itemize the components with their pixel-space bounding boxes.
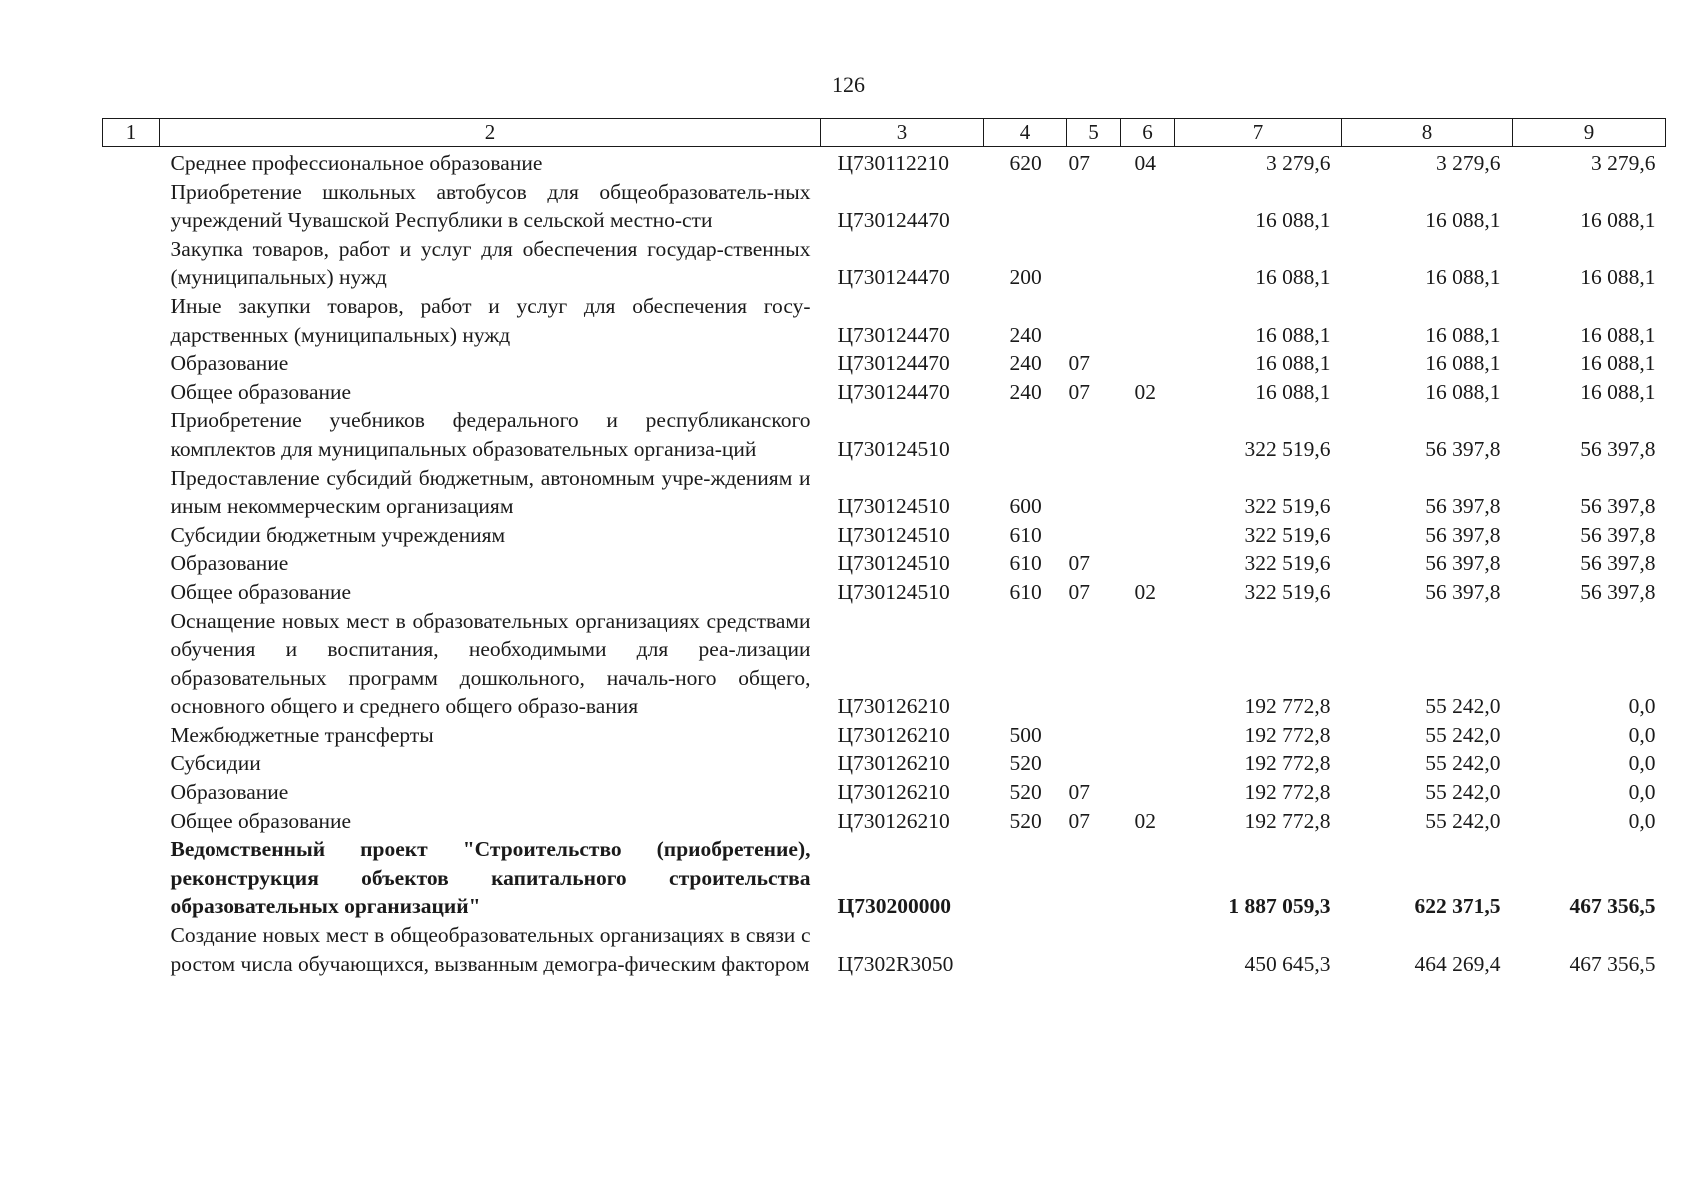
subsection-code: [1121, 292, 1175, 349]
item-name: Приобретение учебников федерального и республиканского комплектов для муниципальных образовательных организа-ций: [170, 408, 811, 461]
expense-type: 200: [1009, 265, 1042, 290]
section-code: 07: [1068, 808, 1090, 833]
section-code: 07: [1068, 780, 1090, 805]
amount-col7: 192 772,8: [1244, 808, 1331, 833]
header-cell-5: 5: [1067, 119, 1121, 147]
section-code: [1067, 464, 1121, 521]
header-cell-3: 3: [821, 119, 984, 147]
amount-col9: 56 397,8: [1580, 436, 1656, 461]
amount-col7: 16 088,1: [1255, 208, 1331, 233]
target-code: Ц730124470: [837, 265, 950, 290]
amount-col8: 16 088,1: [1425, 351, 1501, 376]
amount-col7: 322 519,6: [1244, 494, 1331, 519]
expense-type: 610: [1009, 522, 1042, 547]
target-code: Ц730126210: [837, 694, 950, 719]
item-name: Общее образование: [170, 379, 352, 404]
col1-cell: [103, 607, 160, 721]
subsection-code: [1121, 549, 1175, 578]
subsection-code: [1121, 749, 1175, 778]
header-cell-8: 8: [1342, 119, 1513, 147]
amount-col9: 16 088,1: [1580, 379, 1656, 404]
amount-col7: 322 519,6: [1244, 551, 1331, 576]
section-code: [1067, 607, 1121, 721]
table-row: [103, 749, 1666, 778]
expense-type: 620: [1009, 151, 1042, 175]
amount-col9: 0,0: [1628, 694, 1656, 719]
table-body: [103, 147, 1666, 979]
item-name: Предоставление субсидий бюджетным, автономным учре-ждениям и иным некоммерческим организациям: [170, 465, 811, 519]
table-row: [103, 464, 1666, 521]
table-row: [103, 578, 1666, 607]
target-code: Ц730126210: [837, 808, 950, 833]
expense-type: [984, 921, 1067, 978]
subsection-code: [1121, 921, 1175, 978]
amount-col8: 16 088,1: [1425, 208, 1501, 233]
amount-col7: 192 772,8: [1244, 751, 1331, 776]
header-cell-2: 2: [160, 119, 821, 147]
section-code: [1067, 721, 1121, 750]
col1-cell: [103, 578, 160, 607]
table-row: [103, 835, 1666, 921]
col1-cell: [103, 292, 160, 349]
section-code: 07: [1068, 551, 1090, 576]
section-code: [1067, 835, 1121, 921]
amount-col8: 55 242,0: [1425, 722, 1501, 747]
col1-cell: [103, 835, 160, 921]
target-code: Ц730126210: [837, 780, 950, 805]
subsection-code: [1121, 349, 1175, 378]
section-code: [1067, 178, 1121, 235]
amount-col8: 56 397,8: [1425, 494, 1501, 519]
amount-col9: 56 397,8: [1580, 551, 1656, 576]
section-code: [1067, 749, 1121, 778]
col1-cell: [103, 721, 160, 750]
item-name: Общее образование: [170, 579, 352, 604]
item-name: Субсидии: [170, 751, 261, 776]
table-row: [103, 349, 1666, 378]
col1-cell: [103, 749, 160, 778]
target-code: Ц7302R3050: [837, 951, 954, 976]
subsection-code: 04: [1134, 151, 1156, 175]
target-code: Ц730124510: [837, 494, 950, 519]
col1-cell: [103, 147, 160, 178]
section-code: 07: [1068, 151, 1090, 175]
amount-col7: 322 519,6: [1244, 522, 1331, 547]
amount-col9: 16 088,1: [1580, 351, 1656, 376]
amount-col9: 0,0: [1628, 808, 1656, 833]
header-cell-9: 9: [1513, 119, 1666, 147]
target-code: Ц730124510: [837, 436, 950, 461]
section-code: [1067, 235, 1121, 292]
subsection-code: [1121, 464, 1175, 521]
amount-col9: 56 397,8: [1580, 494, 1656, 519]
header-cell-6: 6: [1121, 119, 1175, 147]
amount-col7: 16 088,1: [1255, 265, 1331, 290]
header-cell-7: 7: [1175, 119, 1342, 147]
amount-col8: 56 397,8: [1425, 551, 1501, 576]
expense-type: [984, 178, 1067, 235]
col1-cell: [103, 378, 160, 407]
amount-col9: 467 356,5: [1569, 894, 1656, 919]
subsection-code: 02: [1134, 808, 1156, 833]
expense-type: 240: [1009, 322, 1042, 347]
subsection-code: 02: [1134, 579, 1156, 604]
table-row: [103, 378, 1666, 407]
item-name: Общее образование: [170, 808, 352, 833]
amount-col9: 3 279,6: [1591, 151, 1656, 175]
amount-col8: 55 242,0: [1425, 780, 1501, 805]
table-row: [103, 178, 1666, 235]
target-code: Ц730200000: [837, 894, 951, 919]
amount-col9: 16 088,1: [1580, 265, 1656, 290]
target-code: Ц730126210: [837, 722, 950, 747]
expense-type: 240: [1009, 379, 1042, 404]
subsection-code: [1121, 178, 1175, 235]
expense-type: 610: [1009, 579, 1042, 604]
header-cell-1: 1: [103, 119, 160, 147]
item-name: Иные закупки товаров, работ и услуг для обеспечения госу-дарственных (муниципальных) нужд: [170, 293, 811, 347]
col1-cell: [103, 464, 160, 521]
target-code: Ц730124470: [837, 322, 950, 347]
subsection-code: [1121, 835, 1175, 921]
col1-cell: [103, 235, 160, 292]
expense-type: 500: [1009, 722, 1042, 747]
target-code: Ц730124470: [837, 208, 950, 233]
table-row: [103, 721, 1666, 750]
amount-col8: 622 371,5: [1414, 894, 1501, 919]
table-row: [103, 235, 1666, 292]
amount-col7: 192 772,8: [1244, 722, 1331, 747]
col1-cell: [103, 921, 160, 978]
amount-col8: 16 088,1: [1425, 379, 1501, 404]
item-name: Приобретение школьных автобусов для общеобразователь-ных учреждений Чувашской Республики в сельской местно-сти: [170, 179, 811, 233]
amount-col7: 322 519,6: [1244, 579, 1331, 604]
item-name: Оснащение новых мест в образовательных организациях средствами обучения и воспитания, необходимыми для реа-лизации образовательных программ дошкольного, началь-ного общего, основного общего и среднего общего образо-вания: [170, 608, 811, 719]
amount-col8: 56 397,8: [1425, 579, 1501, 604]
section-code: [1067, 292, 1121, 349]
table-row: [103, 921, 1666, 978]
col1-cell: [103, 549, 160, 578]
target-code: Ц730112210: [837, 151, 949, 175]
amount-col9: 16 088,1: [1580, 322, 1656, 347]
header-row: [103, 119, 1666, 147]
amount-col7: 16 088,1: [1255, 351, 1331, 376]
subsection-code: [1121, 607, 1175, 721]
expense-type: 520: [1009, 751, 1042, 776]
subsection-code: 02: [1134, 379, 1156, 404]
col1-cell: [103, 778, 160, 807]
amount-col9: 56 397,8: [1580, 579, 1656, 604]
amount-col8: 16 088,1: [1425, 265, 1501, 290]
amount-col7: 16 088,1: [1255, 379, 1331, 404]
amount-col9: 0,0: [1628, 780, 1656, 805]
table-row: [103, 521, 1666, 550]
section-code: [1067, 921, 1121, 978]
amount-col8: 56 397,8: [1425, 436, 1501, 461]
subsection-code: [1121, 235, 1175, 292]
amount-col7: 3 279,6: [1266, 151, 1331, 175]
table-header: [103, 119, 1666, 147]
page-number: 126: [832, 72, 865, 97]
subsection-code: [1121, 721, 1175, 750]
subsection-code: [1121, 778, 1175, 807]
amount-col9: 467 356,5: [1569, 951, 1656, 976]
col1-cell: [103, 521, 160, 550]
amount-col9: 0,0: [1628, 722, 1656, 747]
amount-col7: 322 519,6: [1244, 436, 1331, 461]
item-name: Межбюджетные трансферты: [170, 722, 434, 747]
subsection-code: [1121, 521, 1175, 550]
item-name: Закупка товаров, работ и услуг для обеспечения государ-ственных (муниципальных) нужд: [170, 236, 811, 290]
subsection-code: [1121, 406, 1175, 463]
section-code: [1067, 521, 1121, 550]
col1-cell: [103, 807, 160, 836]
item-name: Образование: [170, 551, 289, 576]
budget-table: [102, 118, 1666, 978]
target-code: Ц730124470: [837, 351, 950, 376]
amount-col8: 55 242,0: [1425, 808, 1501, 833]
table-row: [103, 607, 1666, 721]
target-code: Ц730126210: [837, 751, 950, 776]
section-code: 07: [1068, 351, 1090, 376]
amount-col7: 16 088,1: [1255, 322, 1331, 347]
budget-table-container: [102, 118, 1664, 978]
table-row: [103, 807, 1666, 836]
amount-col9: 16 088,1: [1580, 208, 1656, 233]
expense-type: 240: [1009, 351, 1042, 376]
amount-col9: 0,0: [1628, 751, 1656, 776]
col1-cell: [103, 406, 160, 463]
amount-col7: 450 645,3: [1244, 951, 1331, 976]
amount-col8: 16 088,1: [1425, 322, 1501, 347]
table-row: [103, 292, 1666, 349]
table-row: [103, 549, 1666, 578]
item-name: Образование: [170, 351, 289, 376]
amount-col7: 192 772,8: [1244, 780, 1331, 805]
amount-col7: 1 887 059,3: [1228, 894, 1331, 919]
section-code: 07: [1068, 579, 1090, 604]
amount-col7: 192 772,8: [1244, 694, 1331, 719]
expense-type: [984, 406, 1067, 463]
expense-type: 600: [1009, 494, 1042, 519]
expense-type: [984, 607, 1067, 721]
expense-type: 520: [1009, 808, 1042, 833]
item-name: Создание новых мест в общеобразовательных организациях в связи с ростом числа обучающихся, вызванным демогра-фическим фактором: [170, 923, 811, 976]
col1-cell: [103, 178, 160, 235]
target-code: Ц730124510: [837, 522, 950, 547]
amount-col8: 3 279,6: [1436, 151, 1501, 175]
section-code: 07: [1068, 379, 1090, 404]
target-code: Ц730124470: [837, 379, 950, 404]
target-code: Ц730124510: [837, 579, 950, 604]
amount-col9: 56 397,8: [1580, 522, 1656, 547]
target-code: Ц730124510: [837, 551, 950, 576]
item-name: Субсидии бюджетным учреждениям: [170, 522, 506, 547]
table-row: [103, 147, 1666, 178]
amount-col8: 464 269,4: [1414, 951, 1501, 976]
amount-col8: 56 397,8: [1425, 522, 1501, 547]
amount-col8: 55 242,0: [1425, 751, 1501, 776]
expense-type: [984, 835, 1067, 921]
table-row: [103, 778, 1666, 807]
expense-type: 520: [1009, 780, 1042, 805]
item-name: Образование: [170, 780, 289, 805]
header-cell-4: 4: [984, 119, 1067, 147]
table-row: [103, 406, 1666, 463]
section-code: [1067, 406, 1121, 463]
expense-type: 610: [1009, 551, 1042, 576]
item-name: Ведомственный проект "Строительство (приобретение), реконструкция объектов капитального строительства образовательных организаций": [170, 837, 811, 919]
amount-col8: 55 242,0: [1425, 694, 1501, 719]
item-name: Среднее профессиональное образование: [170, 151, 543, 175]
col1-cell: [103, 349, 160, 378]
